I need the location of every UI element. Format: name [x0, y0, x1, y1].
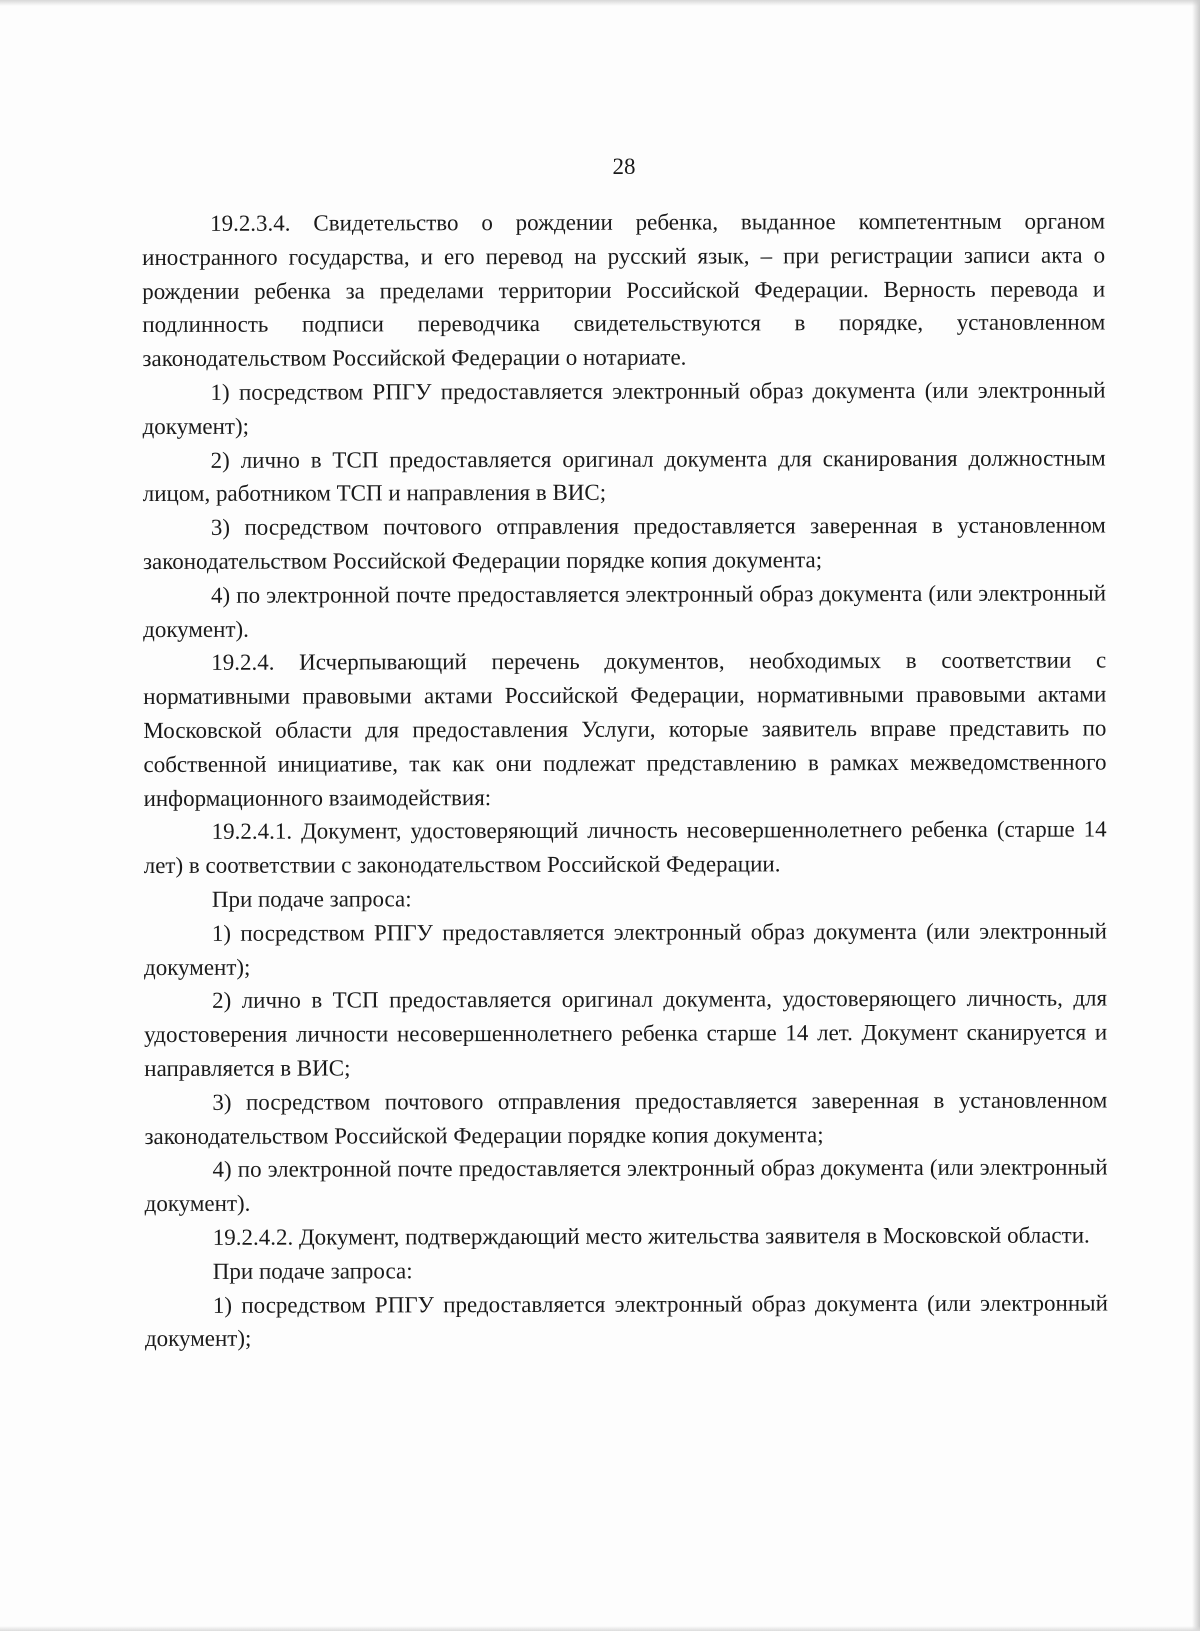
list-item-1: 1) посредством РПГУ предоставляется электронный образ документа (или электронный документ);	[143, 918, 1107, 980]
request-intro: При подаче запроса:	[212, 1257, 413, 1284]
document-body	[142, 204, 1108, 1356]
list-item-4: 4) по электронной почте предоставляется электронный образ документа (или электронный документ).	[144, 1154, 1108, 1217]
paragraph-19-2-3-4: 19.2.3.4. Свидетельство о рождении ребенка, выданное компетентным органом иностранного государства, и его перевод на русский язык, – при регистрации записи акта о рождении ребенка за пределами территории Российской Федерации. Верность перевода и подлинность подписи переводчика свидетельствуются в порядке, установленном законодательством Российской Федерации о нотариате.	[142, 208, 1106, 372]
paragraph-19-2-4-2: 19.2.4.2. Документ, подтверждающий место жительства заявителя в Московской области.	[212, 1222, 1090, 1250]
list-item-3: 3) посредством почтового отправления предоставляется заверенная в установленном законодательством Российской Федерации порядке копия документа;	[144, 1087, 1108, 1149]
list-item-2: 2) лично в ТСП предоставляется оригинал документа, удостоверяющего личность, для удостоверения личности несовершеннолетнего ребенка старше 14 лет. Документ сканируется и направляется в ВИС;	[144, 985, 1108, 1081]
scan-edge-top	[0, 0, 1200, 6]
list-item-1: 1) посредством РПГУ предоставляется электронный образ документа (или электронный документ);	[144, 1289, 1108, 1352]
list-item-3: 3) посредством почтового отправления предоставляется заверенная в установленном законодательством Российской Федерации порядке копия документа;	[142, 512, 1106, 574]
paragraph-19-2-4: 19.2.4. Исчерпывающий перечень документов, необходимых в соответствии с нормативными правовыми актами Российской Федерации, нормативными правовыми актами Московской области для предоставления Услуги, которые заявитель вправе представить по собственной инициативе, так как они подлежат представлению в рамках межведомственного информационного взаимодействия:	[143, 647, 1107, 811]
list-item-1: 1) посредством РПГУ предоставляется электронный образ документа (или электронный документ);	[142, 377, 1106, 439]
paragraph-19-2-4-1: 19.2.4.1. Документ, удостоверяющий личность несовершеннолетнего ребенка (старше 14 лет) в соответствии с законодательством Российской Федерации.	[143, 816, 1107, 879]
scan-edge-bottom	[0, 1626, 1200, 1631]
request-intro: При подаче запроса:	[211, 886, 412, 912]
scan-edge-right	[1192, 0, 1200, 1631]
list-item-2: 2) лично в ТСП предоставляется оригинал документа для сканирования должностным лицом, работником ТСП и направления в ВИС;	[142, 445, 1106, 507]
list-item-4: 4) по электронной почте предоставляется электронный образ документа (или электронный документ).	[143, 580, 1107, 642]
page-number: 28	[612, 154, 636, 179]
